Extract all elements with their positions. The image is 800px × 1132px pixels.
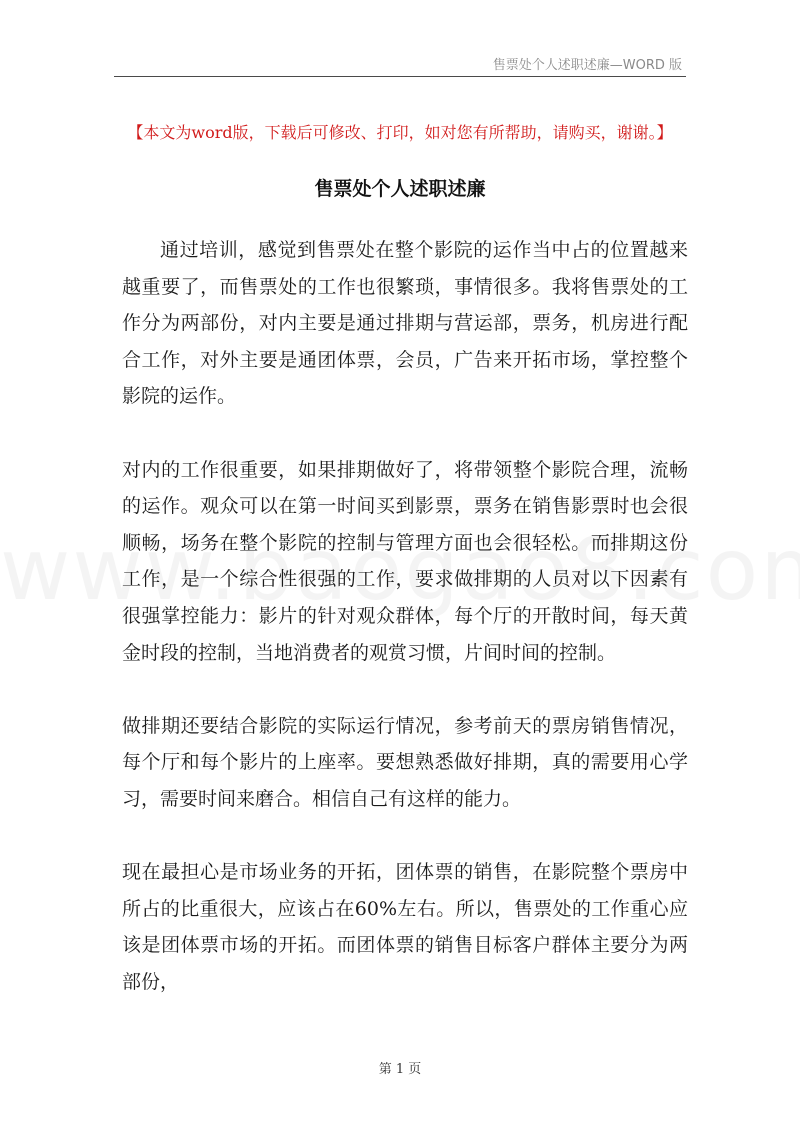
document-body — [122, 232, 688, 1037]
paragraph-3: 做排期还要结合影院的实际运行情况，参考前天的票房销售情况，每个厅和每个影片的上座率。要想熟悉做好排期，真的需要用心学习，需要时间来磨合。相信自己有这样的能力。 — [122, 714, 688, 810]
purchase-notice: 【本文为word版，下载后可修改、打印，如对您有所帮助，请购买，谢谢。】 — [127, 123, 673, 142]
document-title: 售票处个人述职述廉 — [314, 178, 486, 200]
paragraph-4: 现在最担心是市场业务的开拓，团体票的销售，在影院整个票房中所占的比重很大，应该占在60%左右。所以，售票处的工作重心应该是团体票市场的开拓。而团体票的销售目标客户群体主要分为两部份， — [122, 861, 688, 993]
header-divider — [114, 76, 686, 77]
paragraph-1: 通过培训，感觉到售票处在整个影院的运作当中占的位置越来越重要了，而售票处的工作也很繁琐，事情很多。我将售票处的工作分为两部份，对内主要是通过排期与营运部，票务，机房进行配合工作，对外主要是通团体票，会员，广告来开拓市场，掌控整个影院的运作。 — [122, 239, 688, 408]
paragraph-2: 对内的工作很重要，如果排期做好了，将带领整个影院合理，流畅的运作。观众可以在第一时间买到影票，票务在销售影票时也会很顺畅，场务在整个影院的控制与管理方面也会很轻松。而排期这份工作，是一个综合性很强的工作，要求做排期的人员对以下因素有很强掌控能力：影片的针对观众群体，每个厅的开散时间，每天黄金时段的控制，当地消费者的观赏习惯，片间时间的控制。 — [122, 458, 688, 664]
running-header: 售票处个人述职述廉—WORD 版 — [492, 58, 682, 73]
page-number: 第 1 页 — [378, 1062, 422, 1077]
